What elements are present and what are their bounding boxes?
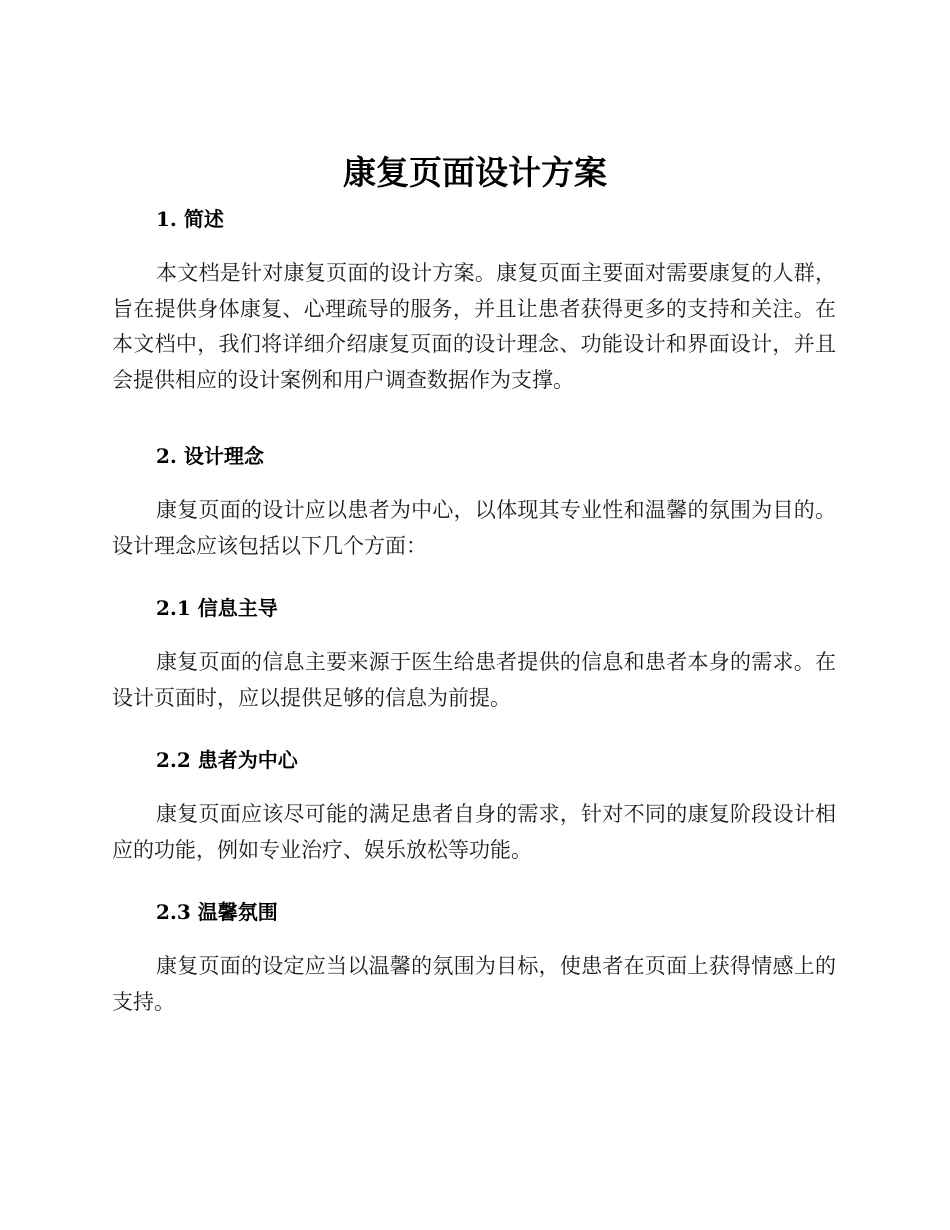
section-paragraph-patient-centered: 康复页面应该尽可能的满足患者自身的需求，针对不同的康复阶段设计相应的功能，例如专业治疗、娱乐放松等功能。 [112, 802, 836, 862]
section-heading-warm-atmosphere: 2.3 温馨氛围 [156, 900, 278, 924]
section-heading-design-concept: 2. 设计理念 [156, 444, 264, 468]
section-heading-patient-centered: 2.2 患者为中心 [156, 748, 298, 772]
section-heading-information-led: 2.1 信息主导 [156, 596, 278, 620]
section-paragraph-information-led: 康复页面的信息主要来源于医生给患者提供的信息和患者本身的需求。在设计页面时，应以提供足够的信息为前提。 [112, 650, 836, 710]
section-heading-overview: 1. 简述 [156, 207, 224, 231]
section-paragraph-overview: 本文档是针对康复页面的设计方案。康复页面主要面对需要康复的人群，旨在提供身体康复、心理疏导的服务，并且让患者获得更多的支持和关注。在本文档中，我们将详细介绍康复页面的设计理念、功能设计和界面设计，并且会提供相应的设计案例和用户调查数据作为支撑。 [112, 261, 836, 392]
section-paragraph-design-concept: 康复页面的设计应以患者为中心，以体现其专业性和温馨的氛围为目的。设计理念应该包括以下几个方面： [112, 498, 836, 558]
document-title: 康复页面设计方案 [343, 153, 607, 192]
section-paragraph-warm-atmosphere: 康复页面的设定应当以温馨的氛围为目标，使患者在页面上获得情感上的支持。 [112, 954, 836, 1014]
